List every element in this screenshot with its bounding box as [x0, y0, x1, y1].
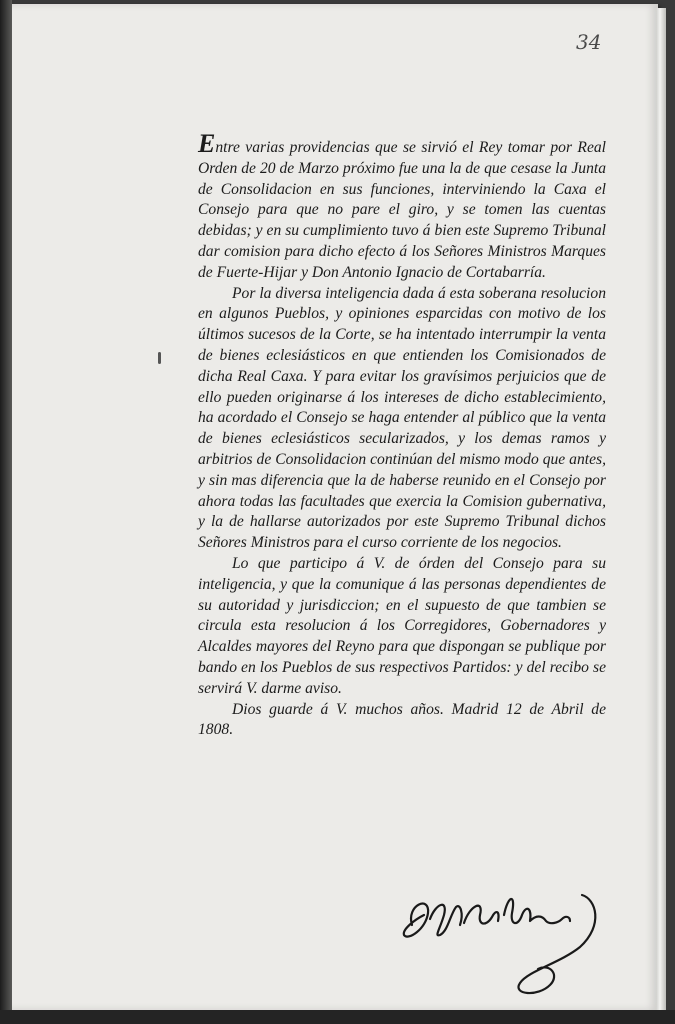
signature-text: D. Bartolomé Muñoz — [400, 997, 409, 998]
paragraph-3: Lo que participo á V. de órden del Consejo para su inteligencia, y que la comunique á las personas dependientes de su autoridad y jurisdiccion; en el supuesto de que tambien se circula esta resolucion á los Corregidores, Gobernadores y Alcaldes mayores del Reyno para que dispongan se publique por bando en los Pueblos de sus respectivos Partidos: y del recibo se servirá V. darme aviso. — [198, 554, 606, 697]
page-edge-right — [656, 8, 666, 1010]
binding-shadow — [0, 0, 12, 1024]
bottom-edge — [0, 1010, 675, 1024]
drop-cap: E — [198, 129, 216, 158]
folio-number: 34 — [576, 30, 602, 54]
signature-drawing — [400, 885, 610, 1000]
margin-mark — [158, 352, 161, 364]
paragraph-1 — [198, 129, 606, 284]
paragraph-2: Por la diversa inteligencia dada á esta soberana resolucion en algunos Pueblos, y opiniones esparcidas con motivo de los últimos sucesos de la Corte, se ha intentado interrumpir la venta de bienes eclesiásticos en que entienden los Comisionados de dicha Real Caxa. Y para evitar los gravísimos perjuicios que de ello pueden originarse á los intereses de dicho establecimiento, ha acordado el Consejo se haga entender al público que la venta de bienes eclesiásticos secularizados, y los demas ramos y arbitrios de Consolidacion continúan del mismo modo que antes, y sin mas diferencia que la de haberse reunido en el Consejo por ahora todas las facultades que exercia la Comision gubernativa, y la de hallarse autorizados por este Supremo Tribunal dichos Señores Ministros para el curso corriente de los negocios. — [198, 284, 606, 552]
document-body — [198, 129, 606, 741]
paragraph-1-text: ntre varias providencias que se sirvió el Rey tomar por Real Orden de 20 de Marzo próximo fue una la de que cesase la Junta de Consolidacion en sus funciones, interviniendo la Caxa el Consejo para que no pare el giro, y se tomen las cuentas debidas; y en su cumplimiento tuvo á bien este Supremo Tribunal dar comision para dicho efecto á los Señores Ministros Marques de Fuerte-Hijar y Don Antonio Ignacio de Cortabarría. — [198, 139, 606, 281]
closing-date-line: Dios guarde á V. muchos años. Madrid 12 de Abril de 1808. — [198, 700, 606, 739]
